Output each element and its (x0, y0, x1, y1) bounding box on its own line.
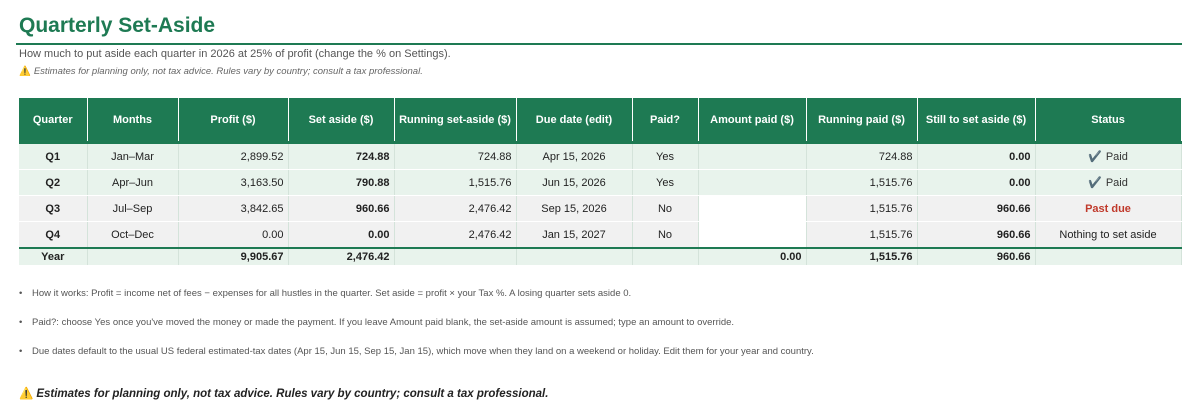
cell-paid[interactable]: Yes (632, 170, 698, 196)
cell-set-aside[interactable]: 0.00 (288, 222, 394, 249)
quarterly-table (19, 98, 1182, 266)
warning-icon: ⚠️ (19, 66, 31, 77)
note-text: Due dates default to the usual US federal estimated-tax dates (Apr 15, Jun 15, Sep 15, Jan 15), which move when they land on a weekend or holiday. Edit them for your year and country. (32, 346, 814, 357)
cell-running-paid[interactable]: 1,515.76 (806, 170, 917, 196)
cell-due-date[interactable]: Apr 15, 2026 (516, 143, 632, 170)
cell-total-running-set-aside[interactable] (394, 248, 516, 266)
cell-running-paid[interactable]: 724.88 (806, 143, 917, 170)
cell-months[interactable]: Apr–Jun (87, 170, 178, 196)
cell-amount-paid[interactable] (698, 196, 806, 222)
cell-set-aside[interactable]: 960.66 (288, 196, 394, 222)
cell-total-set-aside[interactable]: 2,476.42 (288, 248, 394, 266)
table-row (19, 143, 1181, 170)
cell-profit[interactable]: 3,842.65 (178, 196, 288, 222)
cell-running-set-aside[interactable]: 724.88 (394, 143, 516, 170)
cell-status[interactable] (1035, 143, 1181, 170)
cell-quarter[interactable]: Q2 (19, 170, 87, 196)
check-icon: ✔️ (1088, 151, 1102, 163)
disclaimer-top (19, 65, 423, 78)
check-icon: ✔️ (1088, 177, 1102, 189)
table-row (19, 170, 1181, 196)
cell-profit[interactable]: 0.00 (178, 222, 288, 249)
warning-icon: ⚠️ (19, 388, 34, 400)
cell-profit[interactable]: 3,163.50 (178, 170, 288, 196)
cell-total-still-to-set-aside[interactable]: 960.66 (917, 248, 1035, 266)
cell-months[interactable]: Oct–Dec (87, 222, 178, 249)
status-text: Paid (1105, 177, 1128, 189)
cell-running-set-aside[interactable]: 2,476.42 (394, 196, 516, 222)
cell-paid[interactable]: No (632, 196, 698, 222)
cell-total-amount-paid[interactable]: 0.00 (698, 248, 806, 266)
page-title: Quarterly Set-Aside (19, 14, 216, 37)
col-header-profit[interactable]: Profit ($) (178, 98, 288, 143)
cell-status[interactable]: Nothing to set aside (1035, 222, 1181, 249)
bullet: • (19, 317, 23, 328)
title-divider (16, 43, 1182, 45)
cell-due-date[interactable]: Sep 15, 2026 (516, 196, 632, 222)
note-text: How it works: Profit = income net of fees − expenses for all hustles in the quarter. Set aside = profit × your Tax %. A losing quarter sets aside 0. (32, 288, 632, 299)
cell-paid[interactable]: No (632, 222, 698, 249)
cell-still-to-set-aside[interactable]: 0.00 (917, 170, 1035, 196)
cell-months[interactable]: Jul–Sep (87, 196, 178, 222)
disclaimer-footer-text: Estimates for planning only, not tax advice. Rules vary by country; consult a tax professional. (36, 388, 549, 400)
table-row (19, 196, 1181, 222)
disclaimer-footer (19, 386, 548, 400)
cell-total-running-paid[interactable]: 1,515.76 (806, 248, 917, 266)
note-text: Paid?: choose Yes once you've moved the money or made the payment. If you leave Amount paid blank, the set-aside amount is assumed; type an amount to override. (32, 317, 735, 328)
cell-total-label[interactable]: Year (19, 248, 87, 266)
note-item (19, 346, 814, 357)
cell-still-to-set-aside[interactable]: 960.66 (917, 222, 1035, 249)
status-text: Paid (1105, 151, 1128, 163)
cell-total-due-date[interactable] (516, 248, 632, 266)
col-header-amount-paid[interactable]: Amount paid ($) (698, 98, 806, 143)
cell-amount-paid[interactable] (698, 222, 806, 249)
cell-running-paid[interactable]: 1,515.76 (806, 222, 917, 249)
bullet: • (19, 288, 23, 299)
cell-paid[interactable]: Yes (632, 143, 698, 170)
col-header-months[interactable]: Months (87, 98, 178, 143)
cell-running-set-aside[interactable]: 2,476.42 (394, 222, 516, 249)
cell-quarter[interactable]: Q1 (19, 143, 87, 170)
cell-months[interactable]: Jan–Mar (87, 143, 178, 170)
cell-total-status[interactable] (1035, 248, 1181, 266)
cell-still-to-set-aside[interactable]: 960.66 (917, 196, 1035, 222)
table-row (19, 222, 1181, 249)
cell-quarter[interactable]: Q4 (19, 222, 87, 249)
cell-total-profit[interactable]: 9,905.67 (178, 248, 288, 266)
col-header-status[interactable]: Status (1035, 98, 1181, 143)
cell-still-to-set-aside[interactable]: 0.00 (917, 143, 1035, 170)
header-row (19, 98, 1181, 143)
cell-profit[interactable]: 2,899.52 (178, 143, 288, 170)
total-row (19, 248, 1181, 266)
cell-status[interactable] (1035, 170, 1181, 196)
col-header-paid[interactable]: Paid? (632, 98, 698, 143)
col-header-running-paid[interactable]: Running paid ($) (806, 98, 917, 143)
note-item (19, 288, 631, 299)
col-header-still-to-set-aside[interactable]: Still to set aside ($) (917, 98, 1035, 143)
cell-amount-paid[interactable] (698, 170, 806, 196)
cell-quarter[interactable]: Q3 (19, 196, 87, 222)
note-item (19, 317, 734, 328)
cell-amount-paid[interactable] (698, 143, 806, 170)
col-header-running-set-aside[interactable]: Running set-aside ($) (394, 98, 516, 143)
cell-due-date[interactable]: Jan 15, 2027 (516, 222, 632, 249)
cell-status[interactable]: Past due (1035, 196, 1181, 222)
cell-set-aside[interactable]: 790.88 (288, 170, 394, 196)
cell-set-aside[interactable]: 724.88 (288, 143, 394, 170)
cell-running-set-aside[interactable]: 1,515.76 (394, 170, 516, 196)
col-header-due-date[interactable]: Due date (edit) (516, 98, 632, 143)
cell-total-months[interactable] (87, 248, 178, 266)
col-header-set-aside[interactable]: Set aside ($) (288, 98, 394, 143)
cell-running-paid[interactable]: 1,515.76 (806, 196, 917, 222)
cell-due-date[interactable]: Jun 15, 2026 (516, 170, 632, 196)
page-subtitle: How much to put aside each quarter in 2026 at 25% of profit (change the % on Settings). (19, 48, 451, 60)
disclaimer-top-text: Estimates for planning only, not tax advice. Rules vary by country; consult a tax professional. (33, 66, 423, 77)
cell-total-paid[interactable] (632, 248, 698, 266)
col-header-quarter[interactable]: Quarter (19, 98, 87, 143)
bullet: • (19, 346, 23, 357)
